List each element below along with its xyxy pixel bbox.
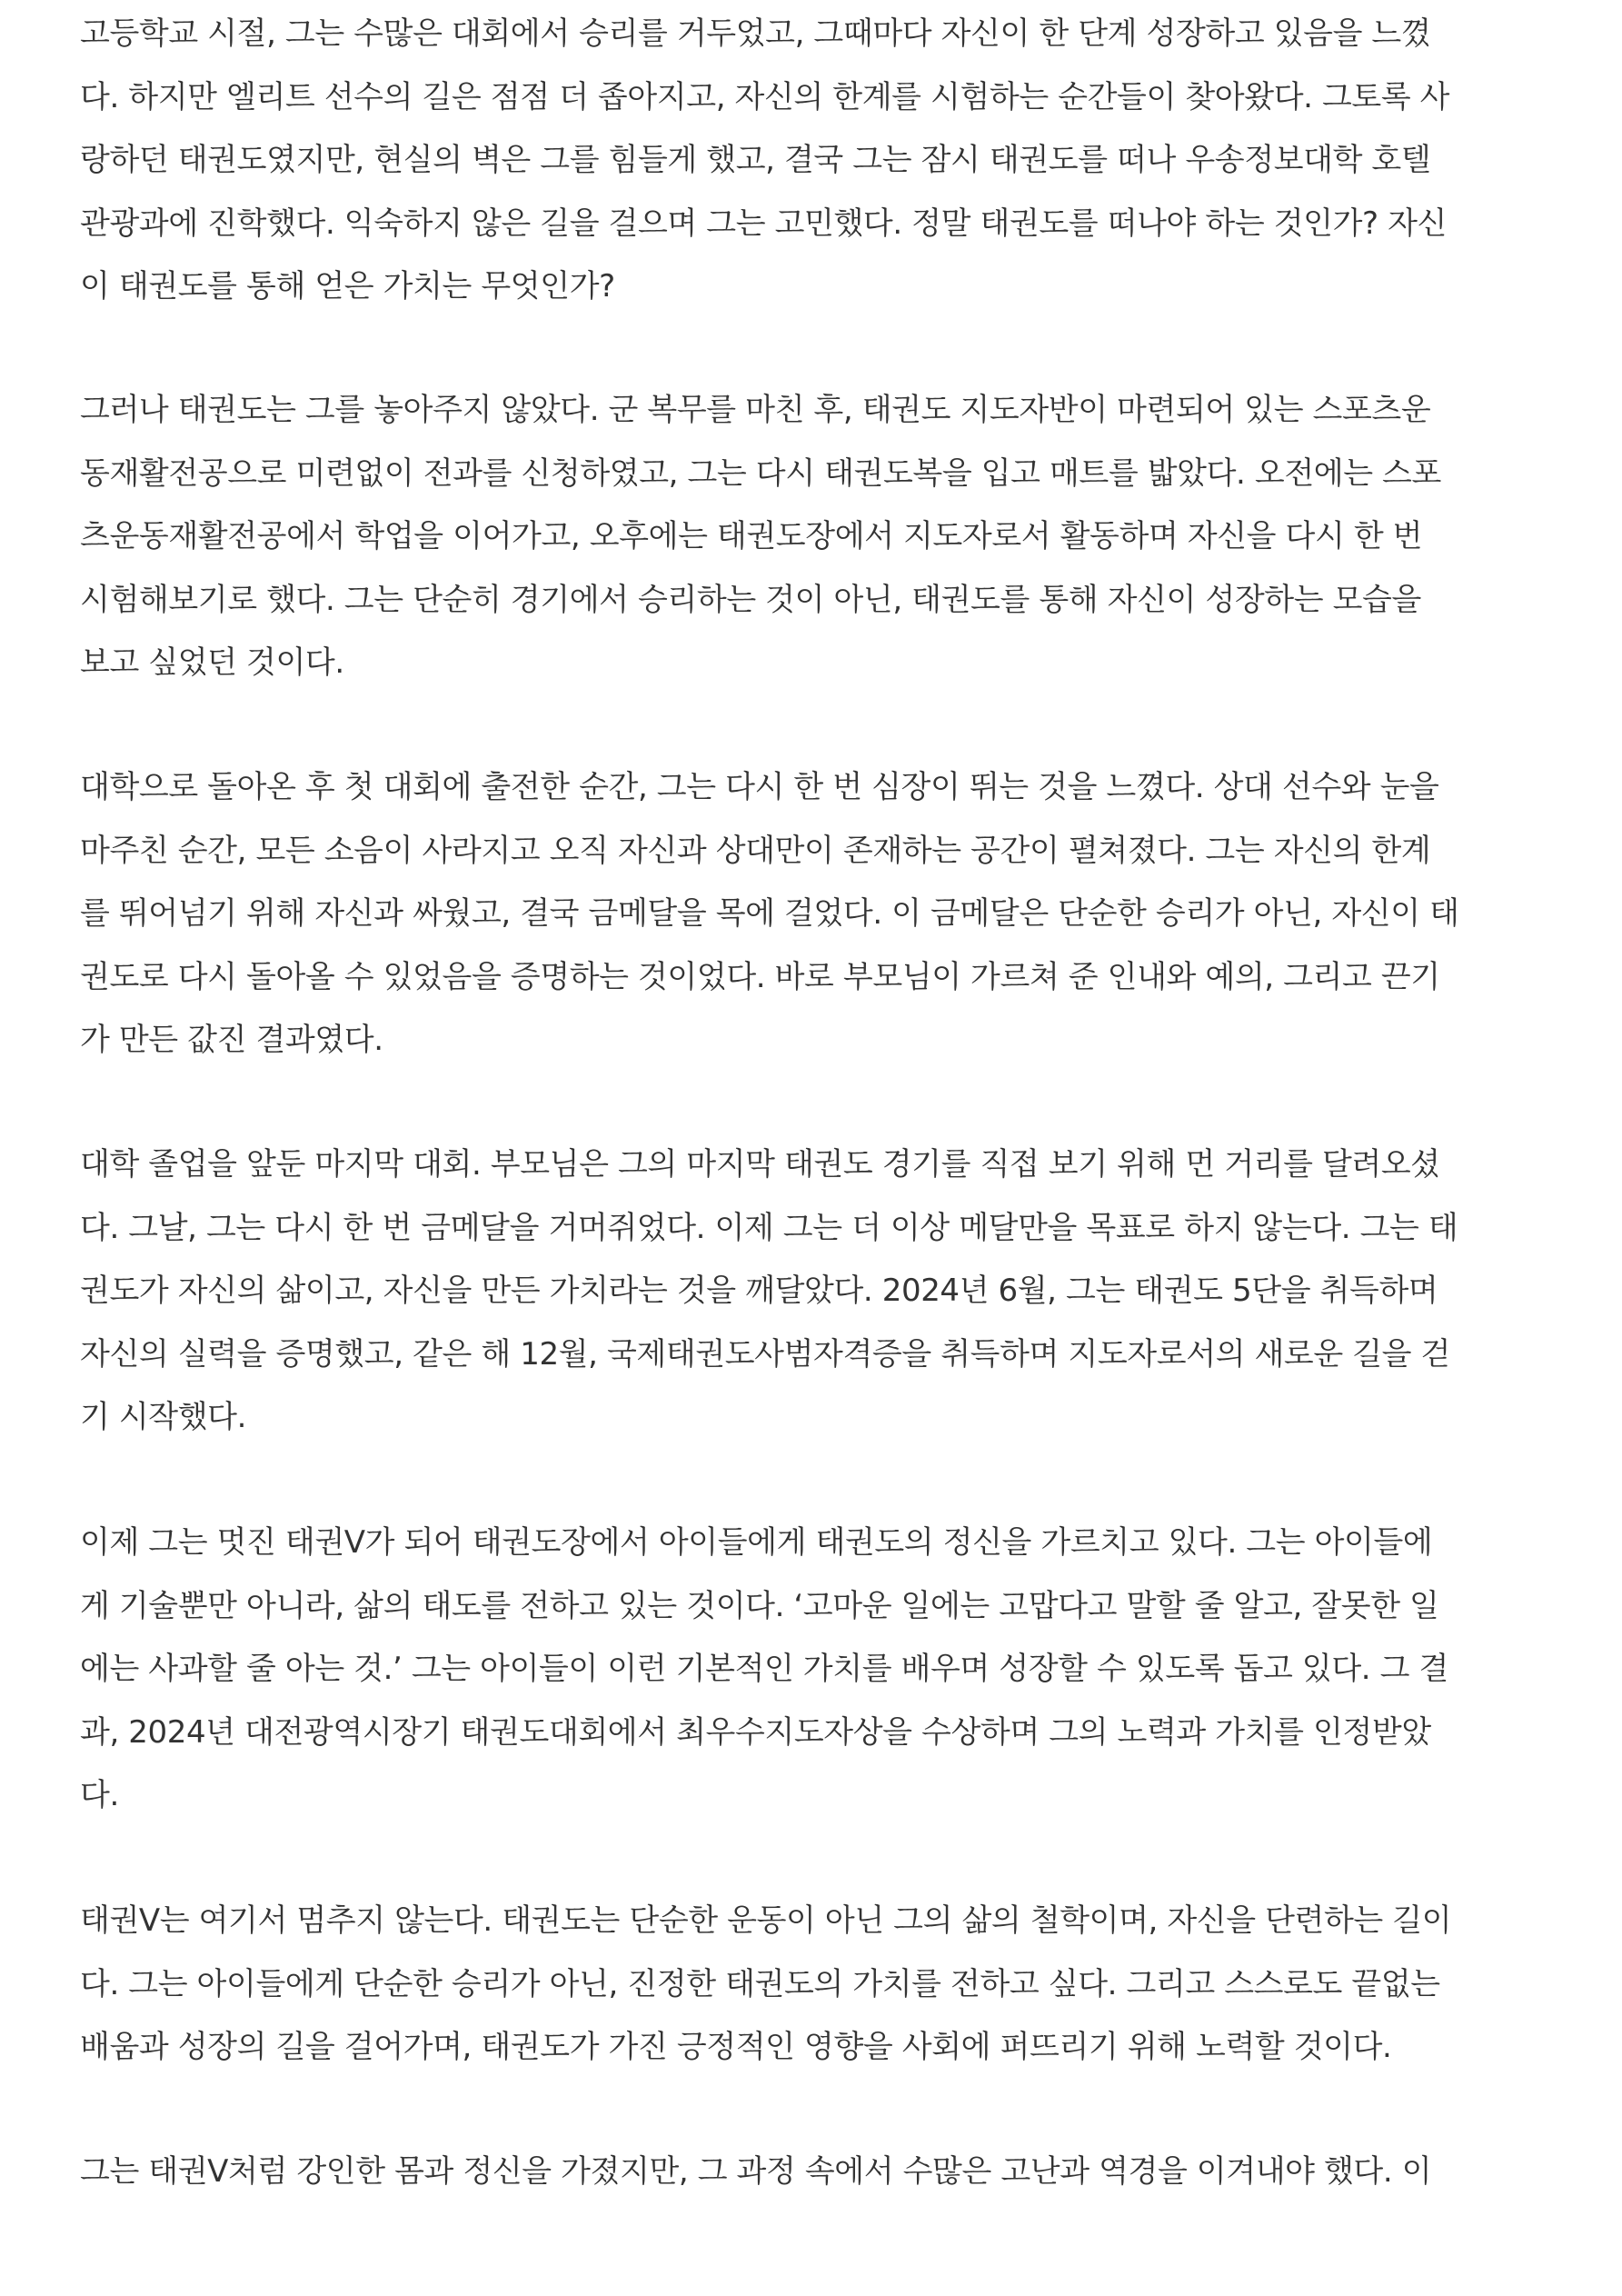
text-line: 대학 졸업을 앞둔 마지막 대회. 부모님은 그의 마지막 태권도 경기를 직접 보기 위해 먼 거리를 달려오셨 — [80, 1146, 1440, 1183]
text-line: 이 태권도를 통해 얻은 가치는 무엇인가? — [80, 268, 615, 305]
text-line: 츠운동재활전공에서 학업을 이어가고, 오후에는 태권도장에서 지도자로서 활동하며 자신을 다시 한 번 — [80, 518, 1423, 555]
text-line: 배움과 성장의 길을 걸어가며, 태권도가 가진 긍정적인 영향을 사회에 퍼뜨리기 위해 노력할 것이다. — [80, 2029, 1392, 2066]
text-line: 가 만든 값진 결과였다. — [80, 1022, 383, 1059]
paragraph-first-tournament — [80, 756, 1552, 1073]
text-line: 자신의 실력을 증명했고, 같은 해 12월, 국제태권도사범자격증을 취득하며 지도자로서의 새로운 길을 걷 — [80, 1335, 1450, 1373]
text-line: 권도로 다시 돌아올 수 있었음을 증명하는 것이었다. 바로 부모님이 가르쳐 준 인내와 예의, 그리고 끈기 — [80, 958, 1440, 995]
text-line: 게 기술뿐만 아니라, 삶의 태도를 전하고 있는 것이다. ‘고마운 일에는 고맙다고 말할 줄 알고, 잘못한 일 — [80, 1587, 1439, 1624]
text-line: 기 시작했다. — [80, 1399, 247, 1436]
text-line: 권도가 자신의 삶이고, 자신을 만든 가치라는 것을 깨달았다. 2024년 6월, 그는 태권도 5단을 취득하며 — [80, 1273, 1438, 1310]
text-line: 시험해보기로 했다. 그는 단순히 경기에서 승리하는 것이 아닌, 태권도를 통해 자신이 성장하는 모습을 — [80, 581, 1421, 618]
text-line: 과, 2024년 대전광역시장기 태권도대회에서 최우수지도자상을 수상하며 그의 노력과 가치를 인정받았 — [80, 1713, 1431, 1751]
text-line: 다. — [80, 1777, 119, 1814]
paragraph-hardship — [80, 2141, 1552, 2204]
text-line: 다. 그날, 그는 다시 한 번 금메달을 거머쥐었다. 이제 그는 더 이상 메달만을 목표로 하지 않는다. 그는 태 — [80, 1209, 1458, 1246]
text-line: 랑하던 태권도였지만, 현실의 벽은 그를 힘들게 했고, 결국 그는 잠시 태권도를 떠나 우송정보대학 호텔 — [80, 142, 1431, 179]
text-line: 를 뛰어넘기 위해 자신과 싸웠고, 결국 금메달을 목에 걸었다. 이 금메달은 단순한 승리가 아닌, 자신이 태 — [80, 895, 1459, 933]
text-line: 관광과에 진학했다. 익숙하지 않은 길을 걸으며 그는 고민했다. 정말 태권도를 떠나야 하는 것인가? 자신 — [80, 205, 1447, 242]
paragraph-graduation — [80, 1133, 1552, 1450]
paragraph-philosophy — [80, 1890, 1552, 2080]
paragraph-instructor — [80, 1512, 1552, 1828]
text-line: 이제 그는 멋진 태권V가 되어 태권도장에서 아이들에게 태권도의 정신을 가르치고 있다. 그는 아이들에 — [80, 1524, 1433, 1561]
text-line: 에는 사과할 줄 아는 것.’ 그는 아이들이 이런 기본적인 가치를 배우며 성장할 수 있도록 돕고 있다. 그 결 — [80, 1651, 1448, 1688]
text-line: 그는 태권V처럼 강인한 몸과 정신을 가졌지만, 그 과정 속에서 수많은 고난과 역경을 이겨내야 했다. 이 — [80, 2153, 1432, 2190]
text-line: 다. 하지만 엘리트 선수의 길은 점점 더 좁아지고, 자신의 한계를 시험하는 순간들이 찾아왔다. 그토록 사 — [80, 78, 1450, 115]
text-line: 대학으로 돌아온 후 첫 대회에 출전한 순간, 그는 다시 한 번 심장이 뛰는 것을 느꼈다. 상대 선수와 눈을 — [80, 769, 1439, 805]
text-line: 보고 싶었던 것이다. — [80, 644, 344, 682]
text-line: 그러나 태권도는 그를 놓아주지 않았다. 군 복무를 마친 후, 태권도 지도자반이 마련되어 있는 스포츠운 — [80, 392, 1431, 428]
text-line: 다. 그는 아이들에게 단순한 승리가 아닌, 진정한 태권도의 가치를 전하고 싶다. 그리고 스스로도 끝없는 — [80, 1965, 1440, 2002]
text-line: 동재활전공으로 미련없이 전과를 신청하였고, 그는 다시 태권도복을 입고 매트를 밟았다. 오전에는 스포 — [80, 454, 1441, 492]
paragraph-return-to-taekwondo — [80, 379, 1552, 695]
paragraph-high-school — [80, 3, 1552, 319]
text-line: 태권V는 여기서 멈추지 않는다. 태권도는 단순한 운동이 아닌 그의 삶의 철학이며, 자신을 단련하는 길이 — [80, 1902, 1452, 1939]
text-line: 고등학교 시절, 그는 수많은 대회에서 승리를 거두었고, 그때마다 자신이 한 단계 성장하고 있음을 느꼈 — [80, 15, 1431, 52]
text-line: 마주친 순간, 모든 소음이 사라지고 오직 자신과 상대만이 존재하는 공간이 펼쳐졌다. 그는 자신의 한계 — [80, 832, 1431, 869]
